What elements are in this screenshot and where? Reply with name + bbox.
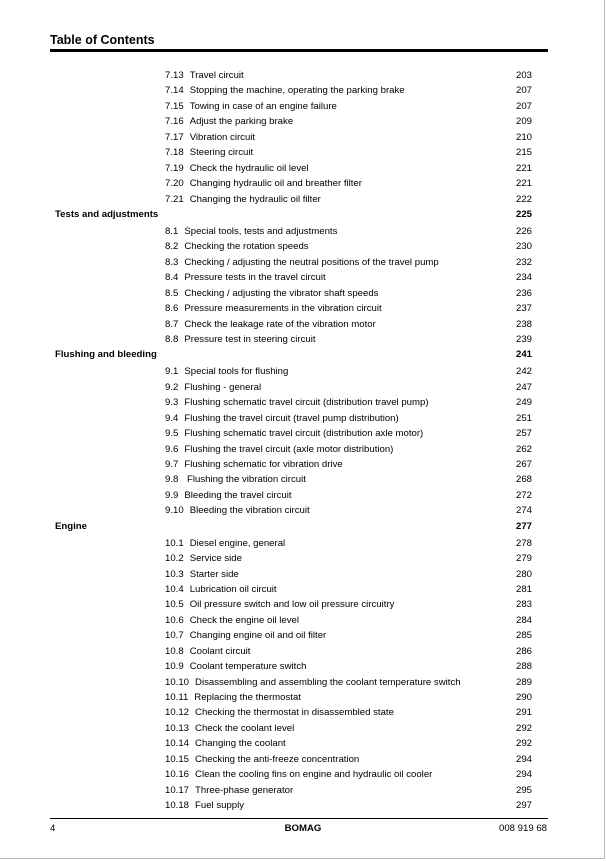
- toc-entry-page: 262: [515, 443, 532, 455]
- toc-section[interactable]: [0, 207, 606, 222]
- toc-entry-number: 10.13: [165, 722, 190, 734]
- toc-entry[interactable]: [0, 783, 606, 798]
- toc-entry-title: Checking the rotation speeds: [184, 241, 309, 253]
- toc-entry-label: [165, 99, 337, 114]
- toc-entry-number: 10.4: [165, 583, 184, 595]
- toc-entry[interactable]: [0, 675, 606, 690]
- toc-entry-page: 291: [515, 707, 532, 719]
- toc-entry-title: Diesel engine, general: [189, 537, 286, 549]
- toc-entry-title: Checking the anti-freeze concentration: [195, 753, 360, 765]
- toc-entry-number: 9.10: [165, 505, 184, 517]
- toc-entry-label: [165, 721, 294, 736]
- toc-entry-title: Bleeding the travel circuit: [184, 489, 292, 501]
- toc-entry-label: [165, 426, 423, 441]
- toc-entry-label: [165, 536, 285, 551]
- toc-entry-page: 221: [515, 178, 532, 190]
- footer-rule: [50, 818, 548, 819]
- toc-entry-title: Check the hydraulic oil level: [189, 162, 309, 174]
- toc-entry-number: 8.3: [165, 256, 179, 268]
- toc-entry-label: [165, 690, 301, 705]
- toc-entry-page: 207: [515, 100, 532, 112]
- toc-entry-label: [165, 161, 309, 176]
- toc-entry-number: 10.11: [165, 692, 189, 703]
- toc-entry[interactable]: [0, 597, 606, 612]
- toc-entry-number: 9.9: [165, 489, 179, 501]
- toc-entry-number: 7.14: [165, 85, 184, 97]
- toc-entry-number: 7.16: [165, 116, 184, 128]
- toc-entry-page: 292: [515, 722, 532, 734]
- toc-entry-page: 222: [515, 193, 532, 205]
- toc-entry-page: 221: [515, 162, 532, 174]
- toc-entry-page: 285: [515, 630, 532, 642]
- toc-entry-page: 281: [515, 583, 532, 595]
- toc-entry-number: 10.6: [165, 614, 184, 626]
- toc-entry-page: 236: [515, 287, 532, 299]
- toc-entry[interactable]: [0, 364, 606, 379]
- toc-entry-number: 7.20: [165, 178, 184, 190]
- toc-entry-page: 257: [515, 428, 532, 440]
- toc-entry-title: Checking / adjusting the neutral positions of the travel pump: [184, 256, 439, 268]
- toc-entry[interactable]: [0, 798, 606, 813]
- toc-entry[interactable]: [0, 255, 606, 270]
- toc-entry-number: 10.3: [165, 568, 184, 580]
- toc-entry-title: Check the engine oil level: [189, 614, 300, 626]
- footer-page-number: 4: [50, 823, 56, 834]
- toc-entry[interactable]: [0, 99, 606, 114]
- toc-entry-title: Check the coolant level: [195, 722, 295, 734]
- toc-entry-number: 8.7: [165, 318, 179, 330]
- toc-entry-page: 277: [515, 520, 532, 532]
- toc-entry[interactable]: [0, 239, 606, 254]
- toc-entry-page: 290: [515, 692, 532, 703]
- toc-entry-title: Towing in case of an engine failure: [189, 100, 337, 112]
- header-rule: [50, 49, 548, 52]
- toc-entry[interactable]: [0, 567, 606, 582]
- toc-entry-page: 286: [515, 645, 532, 657]
- toc-entry-page: 251: [515, 412, 532, 424]
- toc-entry-label: [165, 364, 288, 379]
- toc-entry[interactable]: [0, 380, 606, 395]
- toc-entry-title: Service side: [189, 553, 242, 565]
- toc-entry-page: 232: [515, 256, 532, 268]
- toc-entry[interactable]: [0, 582, 606, 597]
- toc-entry-page: 289: [515, 676, 532, 688]
- toc-entry-label: [165, 752, 359, 767]
- toc-entry-title: Flushing the travel circuit (travel pump distribution): [184, 412, 399, 424]
- toc-entry-number: 10.8: [165, 645, 184, 657]
- toc-entry[interactable]: [0, 114, 606, 129]
- toc-entry-number: 7.13: [165, 70, 184, 81]
- toc-entry-label: [165, 705, 394, 720]
- toc-entry-title: Flushing the vibration circuit: [184, 474, 306, 486]
- toc-entry[interactable]: [0, 752, 606, 767]
- toc-entry-title: Flushing schematic for vibration drive: [184, 458, 343, 470]
- toc-entry-number: 7.17: [165, 131, 184, 143]
- toc-entry-title: Starter side: [189, 568, 239, 580]
- toc-entry-label: [55, 347, 157, 362]
- toc-entry-page: 294: [515, 753, 532, 765]
- toc-entry-number: 8.6: [165, 303, 179, 315]
- toc-entry-page: 283: [515, 599, 532, 611]
- toc-entry-label: [165, 176, 362, 191]
- toc-entry-label: [165, 659, 306, 674]
- toc-entry-title: Special tools for flushing: [184, 366, 289, 378]
- toc-entry-label: [165, 597, 394, 612]
- toc-entry[interactable]: [0, 224, 606, 239]
- toc-entry-number: 8.2: [165, 241, 179, 253]
- toc-entry-title: Travel circuit: [189, 70, 244, 81]
- toc-entry-label: [165, 442, 393, 457]
- toc-entry-label: [165, 736, 286, 751]
- toc-entry-label: [165, 239, 309, 254]
- toc-entry-page: 278: [515, 537, 532, 549]
- toc-entry-page: 297: [515, 800, 532, 812]
- toc-entry-title: Bleeding the vibration circuit: [189, 505, 310, 517]
- toc-entry[interactable]: [0, 161, 606, 176]
- toc-entry-number: 7.21: [165, 193, 184, 205]
- toc-entry[interactable]: [0, 130, 606, 145]
- toc-entry-label: [165, 68, 244, 83]
- toc-entry[interactable]: [0, 457, 606, 472]
- toc-entry-number: 9.1: [165, 366, 179, 378]
- toc-entry-page: 288: [515, 661, 532, 673]
- toc-entry-title: Fuel supply: [195, 800, 245, 812]
- footer-brand: BOMAG: [284, 823, 322, 834]
- toc-entry-page: 239: [515, 333, 532, 345]
- toc-entry-page: 241: [515, 349, 532, 361]
- toc-entry[interactable]: [0, 644, 606, 659]
- toc-entry-label: [165, 767, 432, 782]
- toc-entry-label: [165, 380, 261, 395]
- toc-entry-title: Flushing schematic travel circuit (distribution travel pump): [184, 397, 429, 409]
- toc-entry-title: Coolant circuit: [189, 645, 251, 657]
- toc-entry-label: [165, 83, 405, 98]
- page-title: Table of Contents: [50, 33, 155, 47]
- toc-entry-label: [165, 613, 299, 628]
- toc-entry[interactable]: [0, 317, 606, 332]
- toc-entry-label: [165, 395, 429, 410]
- toc-entry-label: [165, 192, 321, 207]
- toc-entry-page: 294: [515, 769, 532, 781]
- toc-entry-page: 292: [515, 738, 532, 750]
- toc-entry-number: 10.2: [165, 553, 184, 565]
- toc-entry-label: [165, 457, 343, 472]
- toc-entry[interactable]: [0, 270, 606, 285]
- toc-entry-page: 274: [515, 505, 532, 517]
- toc-entry[interactable]: [0, 68, 606, 83]
- toc-entry[interactable]: [0, 736, 606, 751]
- toc-entry-page: 279: [515, 553, 532, 565]
- toc-entry-number: 10.10: [165, 676, 190, 688]
- toc-entry-page: 284: [515, 614, 532, 626]
- toc-entry[interactable]: [0, 721, 606, 736]
- table-of-contents: [0, 68, 606, 814]
- toc-entry[interactable]: [0, 488, 606, 503]
- toc-section[interactable]: [0, 347, 606, 362]
- toc-entry-label: [165, 488, 292, 503]
- toc-entry-label: [165, 332, 316, 347]
- toc-entry[interactable]: [0, 192, 606, 207]
- toc-entry-title: Changing the hydraulic oil filter: [189, 193, 321, 205]
- toc-entry-page: 267: [515, 458, 532, 470]
- toc-entry-title: Oil pressure switch and low oil pressure circuitry: [189, 599, 395, 611]
- toc-entry-number: 8.5: [165, 287, 179, 299]
- toc-entry-number: 10.16: [165, 769, 190, 781]
- toc-entry-label: [165, 130, 255, 145]
- toc-entry-number: 10.17: [165, 784, 190, 796]
- toc-entry-title: Checking / adjusting the vibrator shaft speeds: [184, 287, 379, 299]
- toc-entry-page: 203: [515, 70, 532, 81]
- toc-entry-label: [165, 551, 242, 566]
- toc-entry-title: Check the leakage rate of the vibration motor: [184, 318, 376, 330]
- toc-entry-number: 10.12: [165, 707, 190, 719]
- toc-entry-title: Flushing - general: [184, 381, 262, 393]
- toc-entry-label: [165, 145, 253, 160]
- toc-entry-label: [165, 224, 337, 239]
- toc-entry-label: [165, 675, 461, 690]
- toc-entry-title: Flushing and bleeding: [55, 349, 157, 361]
- toc-entry-number: 9.6: [165, 443, 179, 455]
- toc-entry-title: Changing the coolant: [195, 738, 286, 750]
- toc-entry-label: [165, 644, 250, 659]
- toc-entry-number: 7.18: [165, 147, 184, 159]
- toc-entry-title: Tests and adjustments: [55, 208, 159, 220]
- toc-entry-title: Replacing the thermostat: [194, 692, 301, 703]
- toc-entry-number: 10.18: [165, 800, 190, 812]
- toc-entry-label: [165, 286, 378, 301]
- toc-entry[interactable]: [0, 286, 606, 301]
- toc-entry-page: 210: [515, 131, 532, 143]
- toc-entry-number: 9.7: [165, 458, 179, 470]
- toc-entry[interactable]: [0, 536, 606, 551]
- toc-entry-page: 238: [515, 318, 532, 330]
- toc-entry-label: [165, 301, 382, 316]
- toc-entry-page: 272: [515, 489, 532, 501]
- toc-entry-number: 10.1: [165, 537, 184, 549]
- toc-entry-label: [55, 207, 158, 222]
- toc-entry-page: 242: [515, 366, 532, 378]
- toc-entry[interactable]: [0, 176, 606, 191]
- toc-entry-page: 226: [515, 225, 532, 237]
- toc-entry[interactable]: [0, 301, 606, 316]
- toc-entry-number: 10.15: [165, 753, 190, 765]
- toc-entry-number: 9.3: [165, 397, 179, 409]
- toc-entry-number: 9.4: [165, 412, 179, 424]
- toc-entry-title: Flushing the travel circuit (axle motor distribution): [184, 443, 394, 455]
- toc-entry-number: 10.5: [165, 599, 184, 611]
- toc-entry-page: 247: [515, 381, 532, 393]
- toc-entry-page: 295: [515, 784, 532, 796]
- toc-entry-label: [165, 411, 399, 426]
- toc-entry[interactable]: [0, 613, 606, 628]
- toc-entry-title: Checking the thermostat in disassembled state: [195, 707, 394, 719]
- toc-entry[interactable]: [0, 690, 606, 705]
- toc-entry-label: [165, 255, 439, 270]
- toc-entry[interactable]: [0, 83, 606, 98]
- toc-entry-number: 10.14: [165, 738, 190, 750]
- toc-entry-page: 230: [515, 241, 532, 253]
- toc-entry-title: Changing hydraulic oil and breather filter: [189, 178, 362, 190]
- toc-entry[interactable]: [0, 332, 606, 347]
- toc-entry-title: Special tools, tests and adjustments: [184, 225, 338, 237]
- toc-entry-title: Steering circuit: [189, 147, 254, 159]
- toc-entry-label: [165, 472, 306, 487]
- toc-entry-number: 7.19: [165, 162, 184, 174]
- toc-entry-number: 9.2: [165, 381, 179, 393]
- toc-entry[interactable]: [0, 767, 606, 782]
- toc-section[interactable]: [0, 519, 606, 534]
- toc-entry[interactable]: [0, 411, 606, 426]
- toc-entry-number: 8.8: [165, 333, 179, 345]
- toc-entry-page: 268: [515, 474, 532, 486]
- toc-entry[interactable]: [0, 395, 606, 410]
- toc-entry-title: Pressure tests in the travel circuit: [184, 272, 326, 284]
- toc-entry-number: 7.15: [165, 100, 184, 112]
- toc-entry-title: Lubrication oil circuit: [189, 583, 277, 595]
- toc-entry[interactable]: [0, 628, 606, 643]
- toc-entry-label: [55, 519, 87, 534]
- toc-entry[interactable]: [0, 472, 606, 487]
- toc-entry-title: Stopping the machine, operating the parking brake: [189, 85, 405, 97]
- toc-entry[interactable]: [0, 551, 606, 566]
- toc-entry[interactable]: [0, 503, 606, 518]
- toc-entry-number: 10.7: [165, 630, 184, 642]
- toc-entry-page: 237: [515, 303, 532, 315]
- toc-entry[interactable]: [0, 426, 606, 441]
- toc-entry-number: 10.9: [165, 661, 184, 673]
- toc-entry-page: 215: [515, 147, 532, 159]
- toc-entry-number: 8.4: [165, 272, 179, 284]
- footer-doc-number: 008 919 68: [498, 823, 547, 834]
- toc-entry[interactable]: [0, 659, 606, 674]
- toc-entry-title: Vibration circuit: [189, 131, 256, 143]
- toc-entry-label: [165, 783, 293, 798]
- toc-entry-label: [165, 628, 326, 643]
- toc-entry-label: [165, 582, 277, 597]
- toc-entry-label: [165, 270, 326, 285]
- toc-entry-label: [165, 317, 376, 332]
- toc-entry-title: Changing engine oil and oil filter: [189, 630, 327, 642]
- toc-entry-page: 280: [515, 568, 532, 580]
- toc-entry-title: Three-phase generator: [195, 784, 294, 796]
- toc-entry-title: Pressure measurements in the vibration circuit: [184, 303, 382, 315]
- toc-entry-title: Flushing schematic travel circuit (distribution axle motor): [184, 428, 424, 440]
- toc-entry-page: 234: [515, 272, 532, 284]
- toc-entry-number: 9.5: [165, 428, 179, 440]
- toc-entry-title: Adjust the parking brake: [189, 116, 294, 128]
- toc-entry[interactable]: [0, 442, 606, 457]
- toc-entry-page: 249: [515, 397, 532, 409]
- toc-entry-label: [165, 567, 239, 582]
- toc-entry[interactable]: [0, 705, 606, 720]
- toc-entry-title: Engine: [55, 520, 87, 532]
- toc-entry-label: [165, 503, 310, 518]
- toc-entry-number: 9.8: [165, 474, 179, 486]
- toc-entry-page: 209: [515, 116, 532, 128]
- toc-entry-label: [165, 798, 244, 813]
- toc-entry-label: [165, 114, 293, 129]
- toc-entry-title: Pressure test in steering circuit: [184, 333, 316, 345]
- toc-entry-page: 207: [515, 85, 532, 97]
- toc-entry-number: 8.1: [165, 225, 179, 237]
- toc-entry-title: Clean the cooling fins on engine and hydraulic oil cooler: [195, 769, 433, 781]
- toc-entry-title: Coolant temperature switch: [189, 661, 307, 673]
- toc-entry-page: 225: [515, 208, 532, 220]
- toc-entry-title: Disassembling and assembling the coolant temperature switch: [195, 676, 461, 688]
- toc-entry[interactable]: [0, 145, 606, 160]
